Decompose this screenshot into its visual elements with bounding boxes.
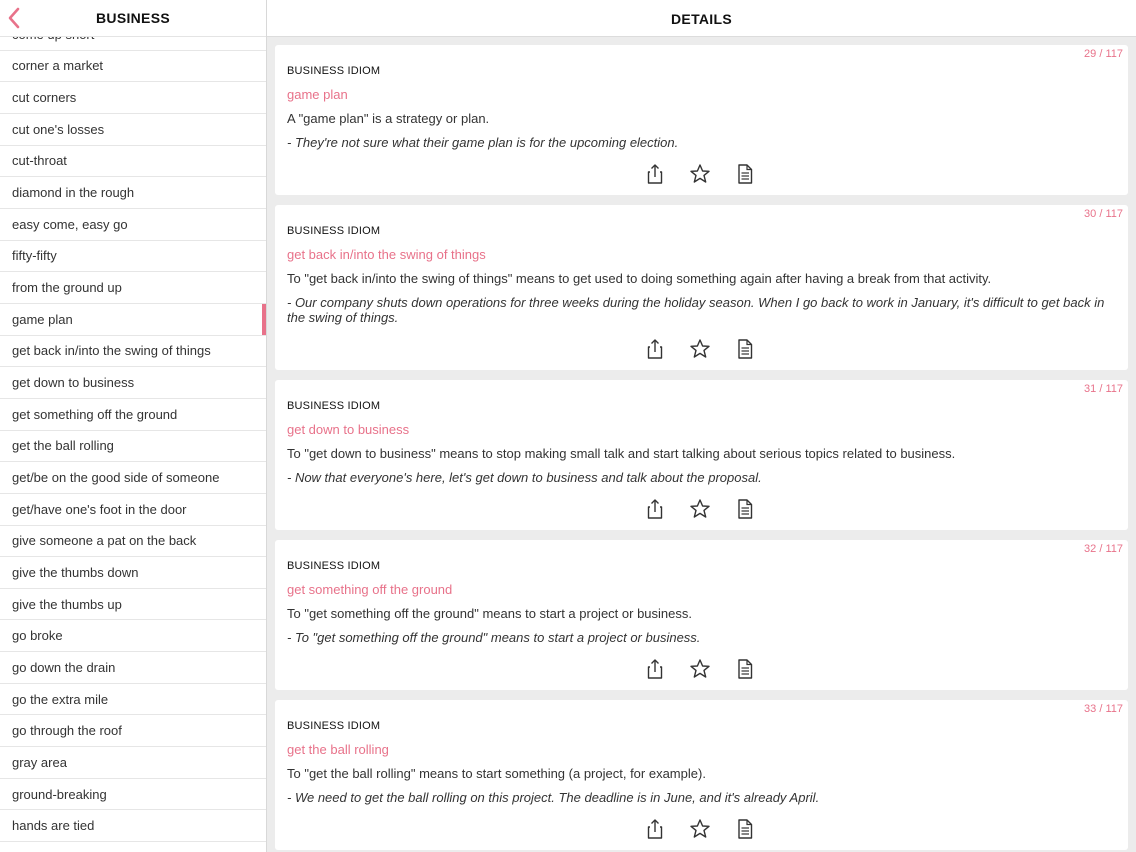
star-icon bbox=[688, 657, 712, 681]
share-button[interactable] bbox=[643, 337, 667, 361]
list-item[interactable] bbox=[0, 399, 266, 431]
details-title: DETAILS bbox=[671, 11, 732, 27]
share-icon bbox=[643, 337, 667, 361]
list-item[interactable] bbox=[0, 177, 266, 209]
list-item-label: diamond in the rough bbox=[12, 185, 135, 201]
note-button[interactable] bbox=[733, 657, 757, 681]
card-counter: 33 / 117 bbox=[1084, 703, 1123, 715]
list-item-label: get/have one's foot in the door bbox=[12, 501, 187, 517]
idiom-list bbox=[0, 19, 266, 842]
card-definition: To "get something off the ground" means to start a project or business. bbox=[287, 606, 692, 621]
list-item[interactable] bbox=[0, 652, 266, 684]
card-actions bbox=[275, 497, 1128, 521]
card-type: BUSINESS IDIOM bbox=[287, 720, 381, 732]
list-item-label: ground-breaking bbox=[12, 786, 107, 802]
list-item-label: go down the drain bbox=[12, 659, 116, 675]
card-definition: To "get the ball rolling" means to start something (a project, for example). bbox=[287, 766, 706, 781]
list-item[interactable] bbox=[0, 241, 266, 273]
card-counter: 32 / 117 bbox=[1084, 543, 1123, 555]
list-item-label: get back in/into the swing of things bbox=[12, 343, 211, 359]
list-item[interactable] bbox=[0, 336, 266, 368]
card-example: - To "get something off the ground" means to start a project or business. bbox=[287, 630, 701, 645]
details-panel bbox=[267, 0, 1136, 852]
list-item[interactable] bbox=[0, 557, 266, 589]
star-icon bbox=[688, 337, 712, 361]
list-item-label: get the ball rolling bbox=[12, 438, 114, 454]
card-definition: To "get down to business" means to stop making small talk and start talking about serious topics related to business. bbox=[287, 446, 956, 461]
card-example: - Now that everyone's here, let's get down to business and talk about the proposal. bbox=[287, 470, 762, 485]
idiom-card bbox=[275, 45, 1128, 195]
share-button[interactable] bbox=[643, 657, 667, 681]
share-icon bbox=[643, 817, 667, 841]
list-item[interactable] bbox=[0, 51, 266, 83]
card-counter: 30 / 117 bbox=[1084, 208, 1123, 220]
document-icon bbox=[733, 497, 757, 521]
card-title: get down to business bbox=[287, 422, 410, 437]
card-counter: 29 / 117 bbox=[1084, 48, 1123, 60]
list-item[interactable] bbox=[0, 114, 266, 146]
share-button[interactable] bbox=[643, 817, 667, 841]
list-item[interactable] bbox=[0, 526, 266, 558]
card-example: - They're not sure what their game plan is for the upcoming election. bbox=[287, 135, 679, 150]
card-definition: To "get back in/into the swing of things" means to get used to doing something again after having a break from that activity. bbox=[287, 271, 992, 286]
card-actions bbox=[275, 657, 1128, 681]
share-icon bbox=[643, 657, 667, 681]
list-item[interactable] bbox=[0, 747, 266, 779]
list-item-label: from the ground up bbox=[12, 280, 122, 296]
share-button[interactable] bbox=[643, 497, 667, 521]
card-example: - Our company shuts down operations for three weeks during the holiday season. When I go back to work in January, it's difficult to get back in the swing of things. bbox=[287, 295, 1105, 325]
list-item[interactable] bbox=[0, 779, 266, 811]
list-item[interactable] bbox=[0, 494, 266, 526]
note-button[interactable] bbox=[733, 817, 757, 841]
idiom-card bbox=[275, 700, 1128, 850]
list-item-label: cut corners bbox=[12, 90, 77, 106]
card-actions bbox=[275, 337, 1128, 361]
document-icon bbox=[733, 162, 757, 186]
idiom-card bbox=[275, 540, 1128, 690]
list-item-label: go through the roof bbox=[12, 723, 122, 739]
note-button[interactable] bbox=[733, 337, 757, 361]
list-item-label: cut-throat bbox=[12, 153, 67, 169]
list-item[interactable] bbox=[0, 272, 266, 304]
favorite-button[interactable] bbox=[688, 162, 712, 186]
card-type: BUSINESS IDIOM bbox=[287, 560, 381, 572]
list-item-label: corner a market bbox=[12, 58, 104, 74]
sidebar-header bbox=[0, 0, 266, 37]
idiom-card bbox=[275, 380, 1128, 530]
sidebar-title: BUSINESS bbox=[96, 10, 170, 26]
star-icon bbox=[688, 162, 712, 186]
favorite-button[interactable] bbox=[688, 497, 712, 521]
card-type: BUSINESS IDIOM bbox=[287, 65, 381, 77]
list-item[interactable] bbox=[0, 620, 266, 652]
details-header bbox=[267, 0, 1136, 37]
list-item-label: give the thumbs up bbox=[12, 596, 122, 612]
note-button[interactable] bbox=[733, 497, 757, 521]
list-item[interactable] bbox=[0, 146, 266, 178]
list-item-label: get down to business bbox=[12, 375, 135, 391]
card-example: - We need to get the ball rolling on this project. The deadline is in June, and it's already April. bbox=[287, 790, 820, 805]
favorite-button[interactable] bbox=[688, 817, 712, 841]
list-item-label: give someone a pat on the back bbox=[12, 533, 197, 549]
list-item[interactable] bbox=[0, 462, 266, 494]
list-item[interactable] bbox=[0, 589, 266, 621]
list-item[interactable] bbox=[0, 715, 266, 747]
list-item-label: get something off the ground bbox=[12, 406, 178, 422]
favorite-button[interactable] bbox=[688, 657, 712, 681]
card-title: get back in/into the swing of things bbox=[287, 247, 486, 262]
card-actions bbox=[275, 162, 1128, 186]
star-icon bbox=[688, 817, 712, 841]
favorite-button[interactable] bbox=[688, 337, 712, 361]
card-counter: 31 / 117 bbox=[1084, 383, 1123, 395]
list-item-label: cut one's losses bbox=[12, 121, 105, 137]
list-item[interactable] bbox=[0, 431, 266, 463]
star-icon bbox=[688, 497, 712, 521]
list-item-label: fifty-fifty bbox=[12, 248, 57, 264]
list-item[interactable] bbox=[0, 684, 266, 716]
note-button[interactable] bbox=[733, 162, 757, 186]
card-type: BUSINESS IDIOM bbox=[287, 400, 381, 412]
document-icon bbox=[733, 337, 757, 361]
share-icon bbox=[643, 162, 667, 186]
list-item-label: go the extra mile bbox=[12, 691, 109, 707]
list-item-label: easy come, easy go bbox=[12, 216, 128, 232]
share-icon bbox=[643, 497, 667, 521]
list-item-label: give the thumbs down bbox=[12, 564, 139, 580]
list-item[interactable] bbox=[0, 82, 266, 114]
idiom-card bbox=[275, 205, 1128, 370]
document-icon bbox=[733, 817, 757, 841]
list-item[interactable] bbox=[0, 810, 266, 842]
card-title: get the ball rolling bbox=[287, 742, 389, 757]
card-actions bbox=[275, 817, 1128, 841]
card-title: get something off the ground bbox=[287, 582, 453, 597]
list-item-label: go broke bbox=[12, 628, 63, 644]
list-item-label: game plan bbox=[12, 311, 73, 327]
list-item[interactable] bbox=[0, 367, 266, 399]
card-definition: A "game plan" is a strategy or plan. bbox=[287, 111, 490, 126]
list-item[interactable] bbox=[0, 304, 266, 336]
list-item-label: hands are tied bbox=[12, 818, 95, 834]
list-item-label: get/be on the good side of someone bbox=[12, 470, 220, 486]
list-item[interactable] bbox=[0, 209, 266, 241]
list-item-label: gray area bbox=[12, 754, 67, 770]
sidebar bbox=[0, 0, 267, 852]
card-title: game plan bbox=[287, 87, 348, 102]
card-type: BUSINESS IDIOM bbox=[287, 225, 381, 237]
document-icon bbox=[733, 657, 757, 681]
share-button[interactable] bbox=[643, 162, 667, 186]
